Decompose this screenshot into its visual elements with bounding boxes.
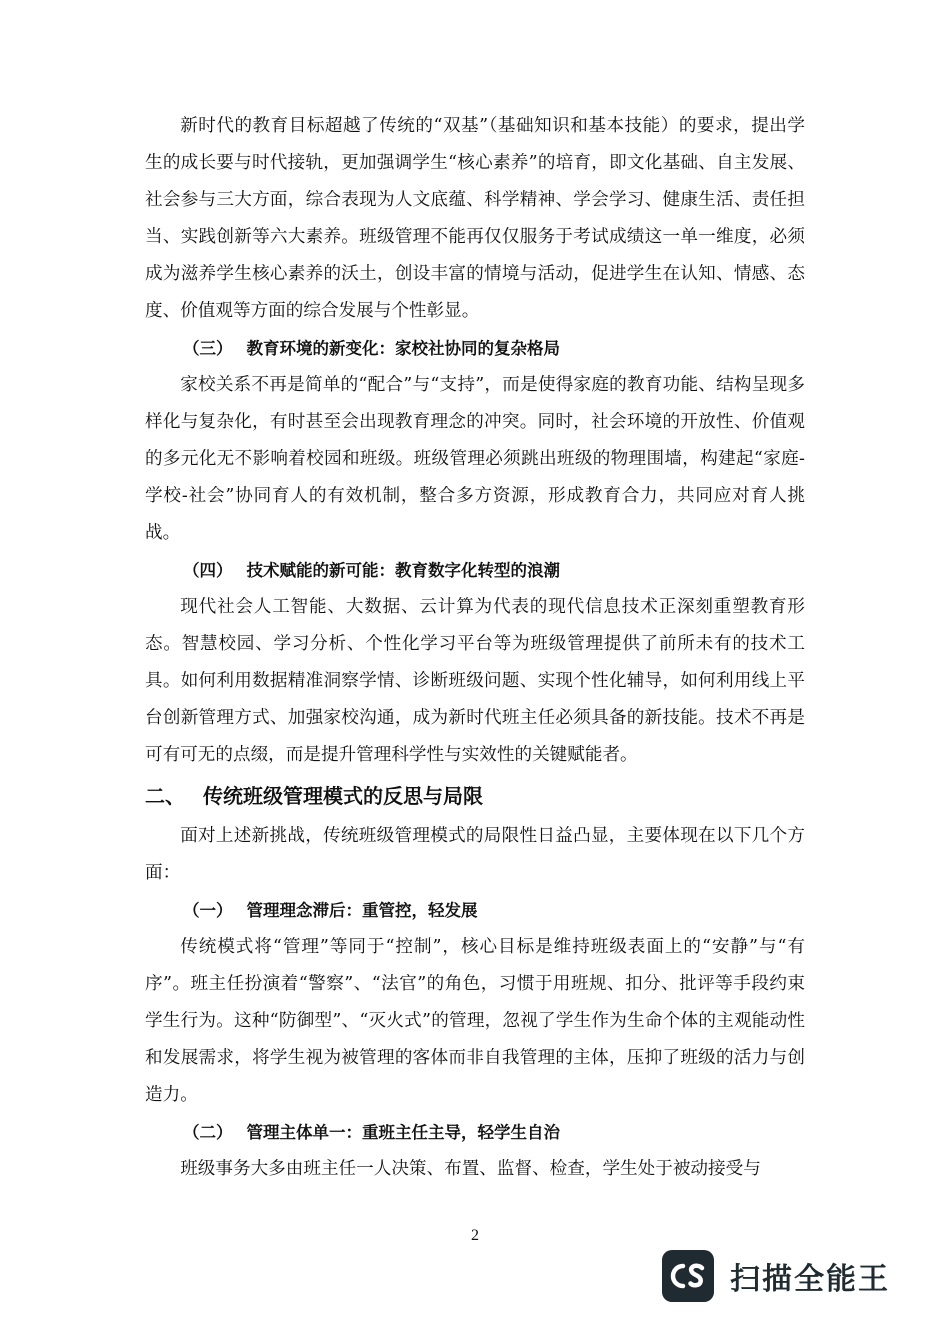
section-title: 传统班级管理模式的反思与局限	[203, 784, 483, 808]
subheading-number: （四）	[183, 561, 233, 580]
paragraph-digital-transformation: 现代社会人工智能、大数据、云计算为代表的现代信息技术正深刻重塑教育形态。智慧校园、学习分析、个性化学习平台等为班级管理提供了前所未有的技术工具。如何利用数据精准洞察学情、诊断班级问题、实现个性化辅导，如何利用线上平台创新管理方式、加强家校沟通，成为新时代班主任必须具备的新技能。技术不再是可有可无的点缀，而是提升管理科学性与实效性的关键赋能者。	[145, 597, 805, 765]
subheading-text: 技术赋能的新可能：教育数字化转型的浪潮	[246, 561, 560, 580]
subheading-management-subject	[145, 1114, 805, 1151]
paragraph-core-literacy: 新时代的教育目标超越了传统的“双基”（基础知识和基本技能）的要求，提出学生的成长要与时代接轨，更加强调学生“核心素养”的培育，即文化基础、自主发展、社会参与三大方面，综合表现为人文底蕴、科学精神、学会学习、健康生活、责任担当、实践创新等六大素养。班级管理不能再仅仅服务于考试成绩这一单一维度，必须成为滋养学生核心素养的沃土，创设丰富的情境与活动，促进学生在认知、情感、态度、价值观等方面的综合发展与个性彰显。	[145, 116, 805, 321]
subheading-technology	[145, 552, 805, 589]
page-number: 2	[471, 1227, 479, 1244]
page-content	[145, 108, 805, 1188]
paragraph-intro-limitations: 面对上述新挑战，传统班级管理模式的局限性日益凸显，主要体现在以下几个方面：	[145, 826, 805, 883]
subheading-text: 管理主体单一：重班主任主导，轻学生自治	[246, 1123, 560, 1142]
paragraph-control-model: 传统模式将“管理”等同于“控制”，核心目标是维持班级表面上的“安静”与“有序”。班主任扮演着“警察”、“法官”的角色，习惯于用班规、扣分、批评等手段约束学生行为。这种“防御型”、“灭火式”的管理，忽视了学生作为生命个体的主观能动性和发展需求，将学生视为被管理的客体而非自我管理的主体，压抑了班级的活力与创造力。	[145, 937, 805, 1105]
subheading-text: 管理理念滞后：重管控，轻发展	[246, 901, 478, 920]
camscanner-watermark	[662, 1250, 890, 1302]
subheading-education-environment	[145, 330, 805, 367]
cs-logo-mark	[662, 1250, 714, 1302]
camscanner-app-name: 扫描全能王	[730, 1262, 890, 1297]
subheading-number: （二）	[183, 1123, 233, 1142]
paragraph-home-school: 家校关系不再是简单的“配合”与“支持”，而是使得家庭的教育功能、结构呈现多样化与复杂化，有时甚至会出现教育理念的冲突。同时，社会环境的开放性、价值观的多元化无不影响着校园和班级。班级管理必须跳出班级的物理围墙，构建起“家庭-学校-社会”协同育人的有效机制，整合多方资源，形成教育合力，共同应对育人挑战。	[145, 375, 805, 543]
section-heading-traditional-model	[145, 780, 805, 812]
subheading-number: （三）	[183, 339, 233, 358]
camscanner-logo-icon	[662, 1250, 714, 1302]
paragraph-teacher-led: 班级事务大多由班主任一人决策、布置、监督、检查，学生处于被动接受与	[180, 1159, 761, 1179]
subheading-management-concept	[145, 892, 805, 929]
subheading-number: （一）	[183, 901, 233, 920]
section-number: 二、	[145, 784, 185, 808]
subheading-text: 教育环境的新变化：家校社协同的复杂格局	[246, 339, 560, 358]
